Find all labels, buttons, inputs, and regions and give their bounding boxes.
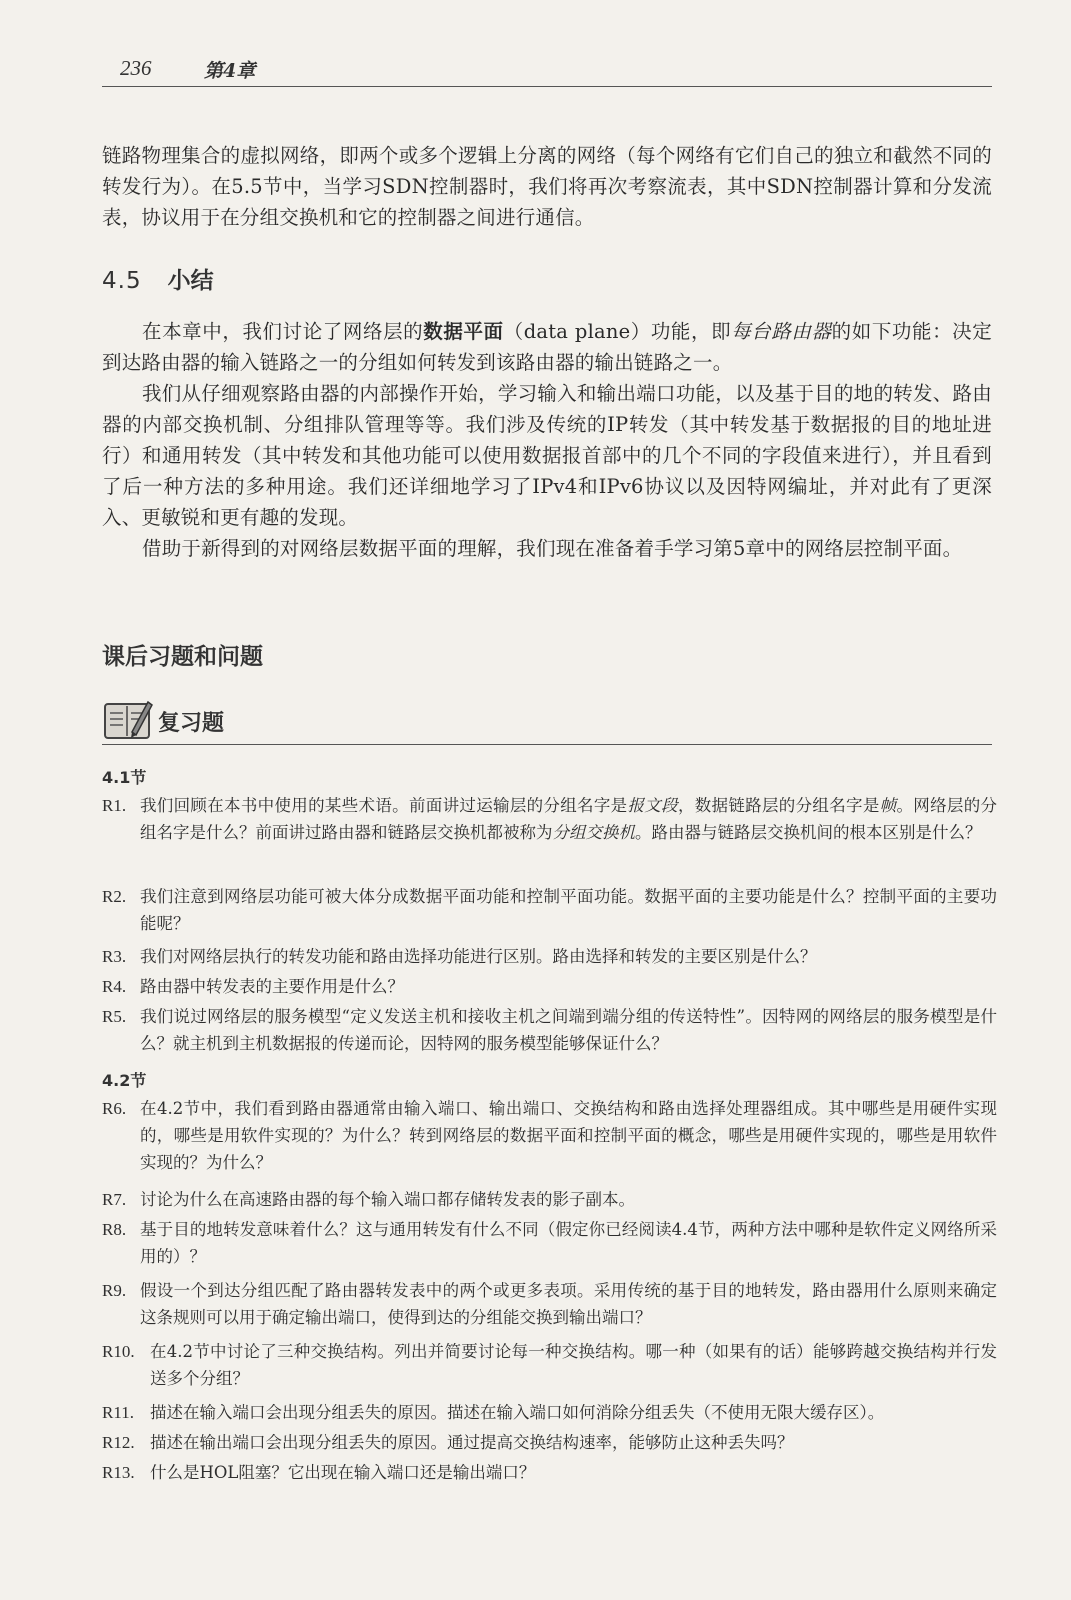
question-r9: R9. 假设一个到达分组匹配了路由器转发表中的两个或更多表项。采用传统的基于目的地转发，路由器用什么原则来确定这条规则可以用于确定输出端口，使得到达的分组能交换到输出端口？ [102, 1281, 997, 1327]
question-r4: R4. 路由器中转发表的主要作用是什么？ [102, 977, 404, 996]
section-title: 小结 [167, 268, 214, 294]
question-r3: R3. 我们对网络层执行的转发功能和路由选择功能进行区别。路由选择和转发的主要区别是什么？ [102, 947, 817, 966]
book-page [102, 0, 998, 1600]
section-heading [102, 262, 214, 295]
review-title: 复习题 [158, 711, 225, 736]
summary-paragraph-3: 借助于新得到的对网络层数据平面的理解，我们现在准备着手学习第5章中的网络层控制平面。 [142, 537, 963, 560]
chapter-label: 第4章 [204, 60, 256, 82]
notebook-pencil-icon [102, 698, 154, 742]
summary-paragraph-1: 在本章中，我们讨论了网络层的数据平面（data plane）功能，即每台路由器的如下功能：决定到达路由器的输入链路之一的分组如何转发到该路由器的输出链路之一。 [102, 320, 992, 374]
emphasis: 每台路由器 [731, 320, 832, 343]
question-r10: R10. 在4.2节中讨论了三种交换结构。列出并简要讨论每一种交换结构。哪一种（如果有的话）能够跨越交换结构并行发送多个分组？ [102, 1342, 997, 1388]
question-r5: R5. 我们说过网络层的服务模型“定义发送主机和接收主机之间端到端分组的传送特性”。因特网的网络层的服务模型是什么？就主机到主机数据报的传递而论，因特网的服务模型能够保证什么？ [102, 1007, 997, 1053]
running-header [102, 54, 992, 87]
question-r12: R12. 描述在输出端口会出现分组丢失的原因。通过提高交换结构速率，能够防止这种丢失吗？ [102, 1433, 794, 1452]
question-r1: R1. 我们回顾在本书中使用的某些术语。前面讲过运输层的分组名字是报文段，数据链路层的分组名字是帧。网络层的分组名字是什么？前面讲过路由器和链路层交换机都被称为分组交换机。路由器与链路层交换机间的根本区别是什么？ [102, 796, 998, 842]
subsection-4-2: 4.2节 [102, 1071, 147, 1090]
exercises-heading: 课后习题和问题 [102, 644, 263, 670]
subsection-4-1: 4.1节 [102, 768, 147, 787]
summary-paragraph-2: 我们从仔细观察路由器的内部操作开始，学习输入和输出端口功能，以及基于目的地的转发、路由器的内部交换机制、分组排队管理等等。我们涉及传统的IP转发（其中转发基于数据报的目的地址进行）和通用转发（其中转发和其他功能可以使用数据报首部中的几个不同的字段值来进行），并且看到了后一种方法的多种用途。我们还详细地学习了IPv4和IPv6协议以及因特网编址，并对此有了更深入、更敏锐和更有趣的发现。 [102, 382, 992, 529]
page-number: 236 [120, 56, 152, 80]
section-number: 4.5 [102, 268, 142, 294]
intro-paragraph: 链路物理集合的虚拟网络，即两个或多个逻辑上分离的网络（每个网络有它们自己的独立和截然不同的转发行为）。在5.5节中，当学习SDN控制器时，我们将再次考察流表，其中SDN控制器计算和分发流表，协议用于在分组交换机和它的控制器之间进行通信。 [102, 144, 992, 229]
question-r6: R6. 在4.2节中，我们看到路由器通常由输入端口、输出端口、交换结构和路由选择处理器组成。其中哪些是用硬件实现的，哪些是用软件实现的？为什么？转到网络层的数据平面和控制平面的概念，哪些是用硬件实现的，哪些是用软件实现的？为什么？ [102, 1099, 997, 1172]
question-r7: R7. 讨论为什么在高速路由器的每个输入端口都存储转发表的影子副本。 [102, 1190, 635, 1209]
question-r2: R2. 我们注意到网络层功能可被大体分成数据平面功能和控制平面功能。数据平面的主要功能是什么？控制平面的主要功能呢？ [102, 887, 997, 933]
summary-text [102, 316, 992, 564]
review-heading-bar [102, 696, 992, 745]
question-r13: R13. 什么是HOL阻塞？它出现在输入端口还是输出端口？ [102, 1463, 536, 1482]
bold-term: 数据平面 [423, 320, 504, 343]
question-r11: R11. 描述在输入端口会出现分组丢失的原因。描述在输入端口如何消除分组丢失（不使用无限大缓存区）。 [102, 1403, 885, 1422]
question-r8: R8. 基于目的地转发意味着什么？这与通用转发有什么不同（假定你已经阅读4.4节，两种方法中哪种是软件定义网络所采用的）？ [102, 1220, 997, 1266]
